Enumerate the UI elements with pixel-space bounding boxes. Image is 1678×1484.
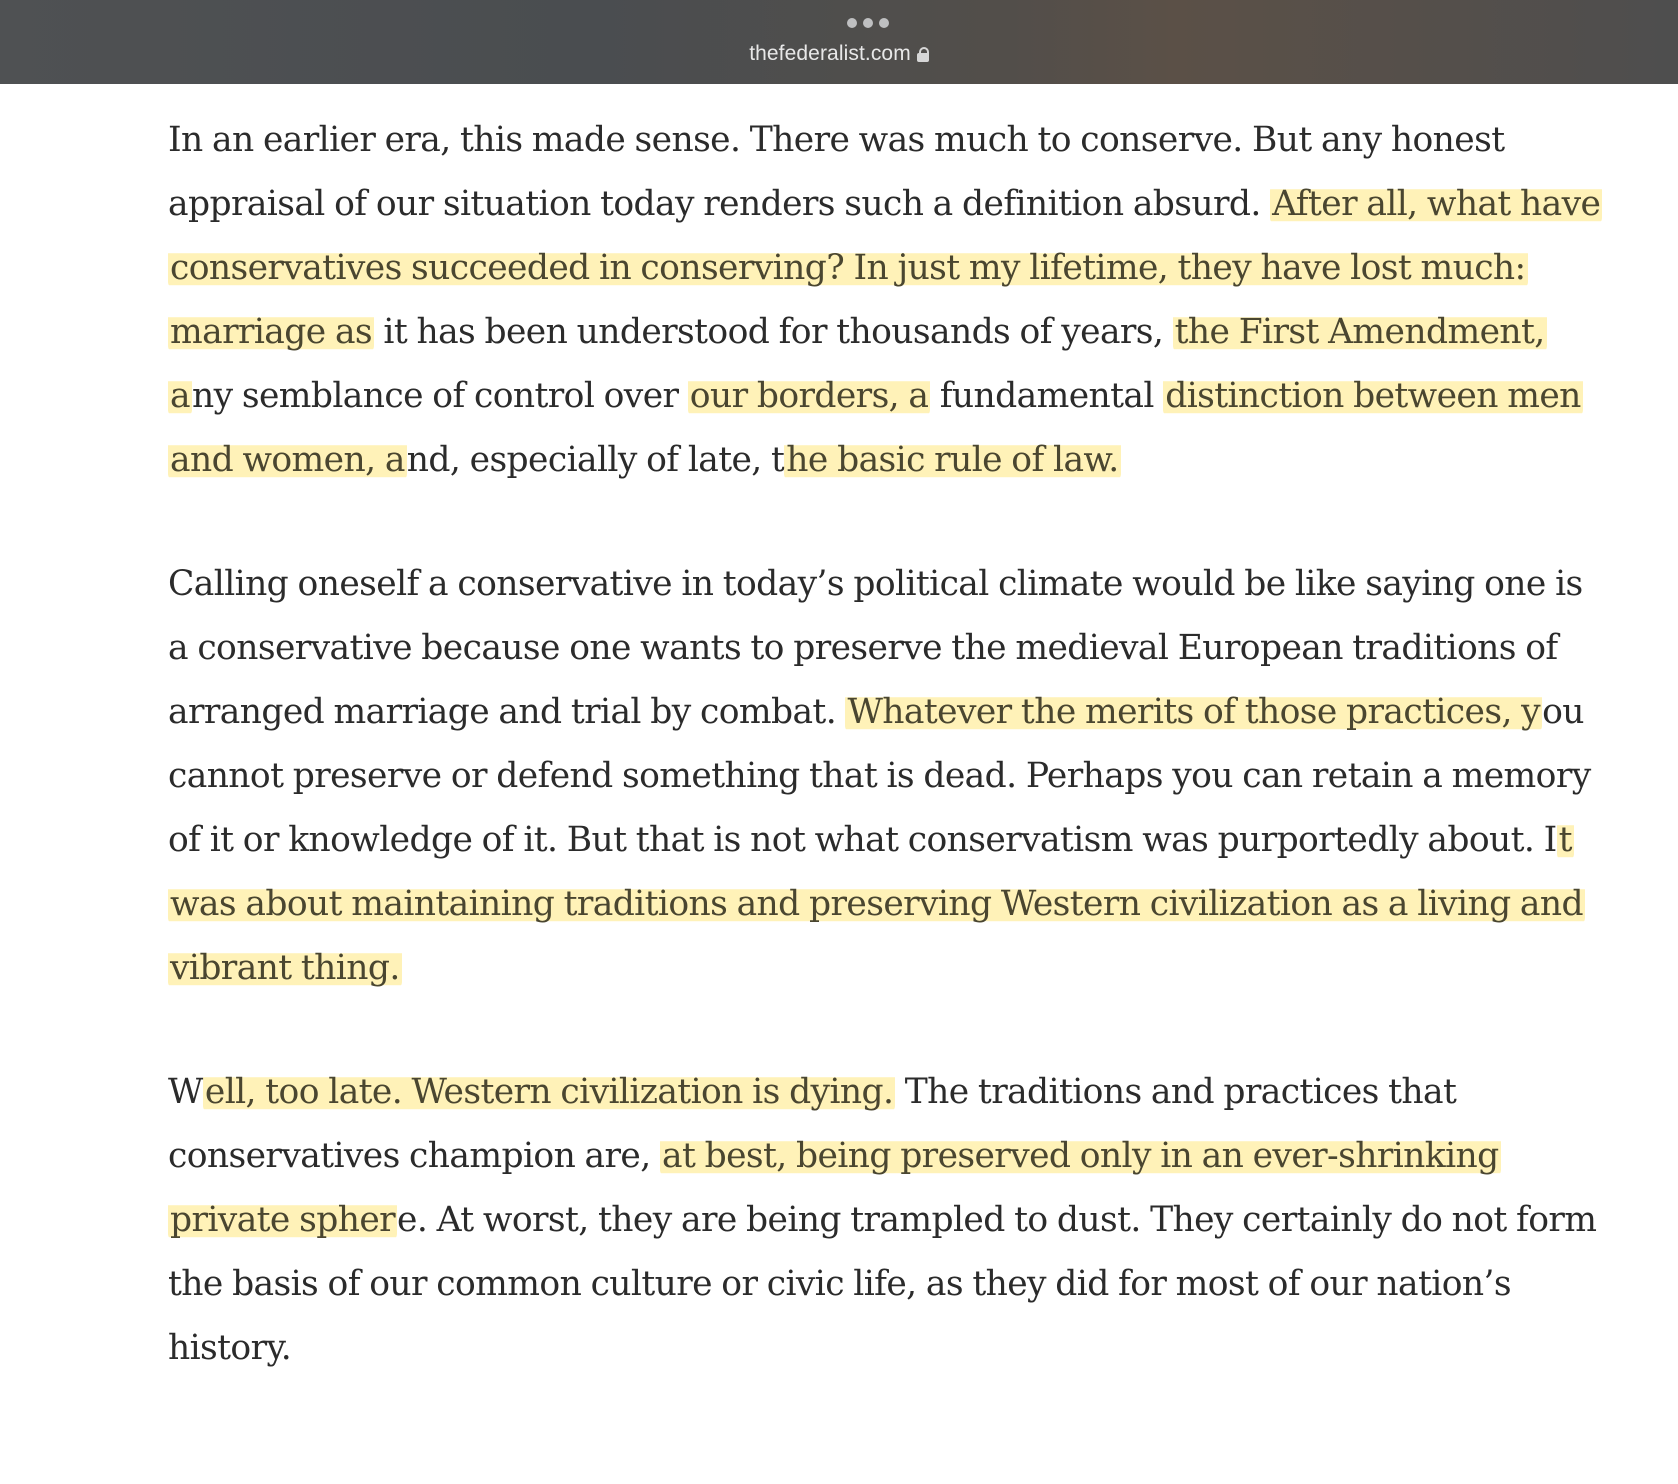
more-dots-icon[interactable] [846,18,890,32]
highlighted-text: he basic rule of law. [786,440,1119,480]
body-text: In an earlier era, this made sense. There was much to conserve. But any honest appraisal of our situation today renders such a definition absurd. [168,120,1505,224]
article-paragraph [168,552,1608,1000]
body-text: ou cannot preserve or defend something that is dead. Perhaps you can retain a memory of it or knowledge of it. But that is not what conservatism was purportedly about. I [168,692,1591,860]
highlighted-text: ell, too late. Western civilization is dying. [204,1072,894,1112]
highlighted-text: our borders, a [689,376,929,416]
highlighted-text: the First Amendment, a [170,312,1545,416]
address-bar[interactable] [0,42,1678,66]
url-text: thefederalist.com [749,42,911,65]
article-paragraph [168,108,1608,492]
body-text: fundamental [930,376,1164,416]
body-text: e. At worst, they are being trampled to dust. They certainly do not form the basis of our common culture or civic life, as they did for most of our nation’s history. [168,1200,1597,1368]
body-text: it has been understood for thousands of years, [374,312,1173,352]
body-text: W [168,1072,203,1112]
highlighted-text: t was about maintaining traditions and preserving Western civilization as a living and vibrant thing. [170,820,1584,988]
article-paragraph [168,1060,1608,1380]
body-text: Calling oneself a conservative in today’s political climate would be like saying one is a conservative because one wants to preserve the medieval European traditions of arranged marriage and trial by combat. [168,564,1583,732]
highlighted-text: distinction between men and women, a [170,376,1581,480]
body-text: ny semblance of control over [191,376,688,416]
highlighted-text: After all, what have conservatives succeeded in conserving? In just my lifetime, they have lost much: marriage as [170,184,1601,352]
highlighted-text: Whatever the merits of those practices, y [847,692,1541,732]
article-body [168,108,1608,1440]
body-text: nd, especially of late, t [406,440,785,480]
highlighted-text: at best, being preserved only in an ever-shrinking private spher [170,1136,1499,1240]
browser-top-bar [0,0,1678,84]
body-text: The traditions and practices that conservatives champion are, [168,1072,1457,1176]
lock-icon [917,47,929,61]
